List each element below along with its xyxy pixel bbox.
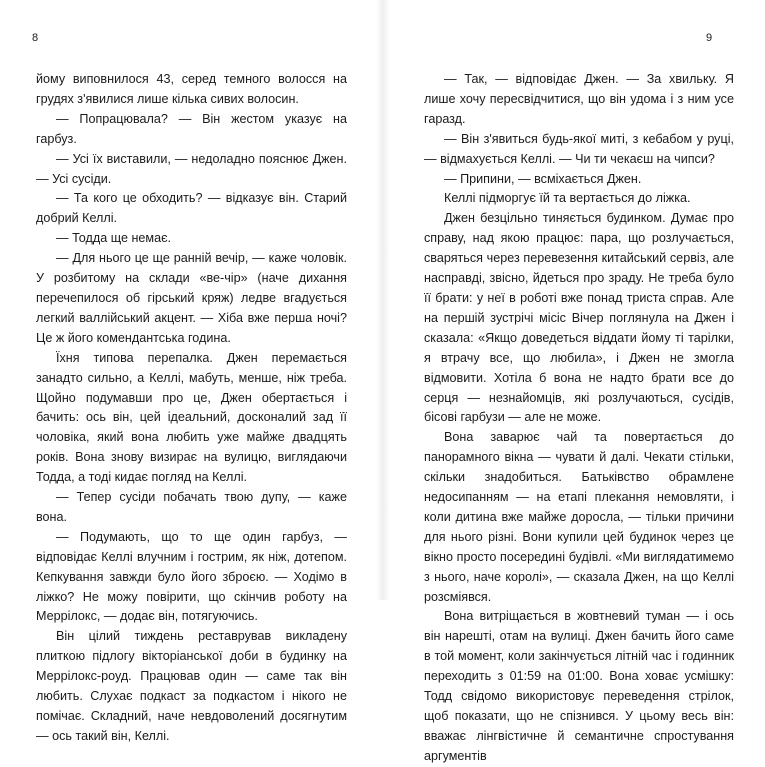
- right-page: [382, 0, 765, 763]
- paragraph: йому виповнилося 43, серед темного волосся на грудях з'явилися лише кілька сивих волосин.: [36, 72, 347, 106]
- paragraph: — Припини, — всміхається Джен.: [444, 171, 642, 186]
- page-text: [36, 70, 347, 747]
- paragraph: Вона витріщається в жовтневий туман — і ось він нарешті, отам на вулиці. Джен бачить його саме в той момент, коли закінчується літній час і годинник переходить з 01:59 на 01:00. Вона ховає усмішку: Тодд свідомо використовує переведення стрілок, щоб показати, що не спізнився. У цьому весь він: вважає лінгвістичне й семантичне спростування аргументів: [424, 609, 734, 763]
- paragraph: — Для нього це ще ранній вечір, — каже чоловік. У розбитому на склади «ве-чір» (наче дихання перечепилося об гірський кряж) ледве вгадується легкий валлійський акцент. — Хіба вже перша ночі? Це ж його комендантська година.: [36, 251, 347, 345]
- page-number: 9: [706, 32, 713, 44]
- paragraph: — Попрацювала? — Він жестом указує на гарбуз.: [36, 111, 347, 146]
- paragraph: Він цілий тиждень реставрував викладену плиткою підлогу вікторіанської доби в будинку на Меррілокс-роуд. Працював один — саме так він любить. Слухає подкаст за подкастом і нікого не помічає. Складний, наче невдоволений досягнутим — ось такий він, Келлі.: [36, 629, 347, 743]
- page-text: [424, 70, 734, 767]
- paragraph: — Подумають, що то ще один гарбуз, — відповідає Келлі влучним і гострим, як ніж, дотепом. Кепкування завжди було його зброєю. — Ходімо в ліжко? Не можу повірити, що скінчив роботу на Меррілокс, — додає він, потягуючись.: [36, 529, 347, 624]
- paragraph: Вона заварює чай та повертається до панорамного вікна — чувати й далі. Чекати стільки, скільки знадобиться. Батьківство обрамлене недосипанням — на етапі плекання немовляти, і коли дитина вже майже доросла, — тільки причини для нього різні. Вони купили цей будинок через це вікно просто посередині будівлі. «Ми виглядатимемо з нього, наче королі», — сказала Джен, на що Келлі розсміявся.: [424, 430, 734, 604]
- paragraph: Джен безцільно тиняється будинком. Думає про справу, над якою працює: пара, що розлучається, сваряться через перевезення китайський сервіз, але насправді, звісно, йдеться про зраду. Не треба було її брати: у неї в роботі вже понад триста справ. Але на першій зустрічі місіс Вічер поглянула на Джен і сказала: «Якщо доведеться віддати йому ті тарілки, я втрачу все, що любила», і Джен не змогла відмовити. Хотіла б вона не надто брати все до серця — незнайомців, які розлучаються, сусідів, бісові гарбузи — але не може.: [424, 211, 734, 425]
- paragraph: — Усі їх виставили, — недоладно пояснює Джен. — Усі сусіди.: [36, 151, 347, 186]
- page-number: 8: [32, 32, 39, 44]
- paragraph: Келлі підморгує їй та вертається до ліжка.: [444, 191, 691, 206]
- paragraph: — Він з'явиться будь-якої миті, з кебабом у руці, — відмахується Келлі. — Чи ти чекаєш на чипси?: [424, 131, 734, 166]
- paragraph: — Тодда ще немає.: [56, 231, 171, 246]
- paragraph: — Так, — відповідає Джен. — За хвильку. Я лише хочу пересвідчитися, що він удома і з ним усе гаразд.: [424, 72, 734, 126]
- left-page: [0, 0, 382, 743]
- paragraph: — Та кого це обходить? — відказує він. Старий добрий Келлі.: [36, 191, 347, 226]
- paragraph: Їхня типова перепалка. Джен перемається занадто сильно, а Келлі, мабуть, менше, ніж треба. Щойно подумавши про це, Джен обертається і бачить: ось він, цей ідеальний, досконалий зад її чоловіка, який вона любить уже майже двадцять років. Вона знову визирає на вулицю, виглядаючи Тодда, а тоді кидає погляд на Келлі.: [36, 350, 347, 485]
- book-gutter: [376, 0, 390, 600]
- paragraph: — Тепер сусіди побачать твою дупу, — каже вона.: [36, 490, 347, 524]
